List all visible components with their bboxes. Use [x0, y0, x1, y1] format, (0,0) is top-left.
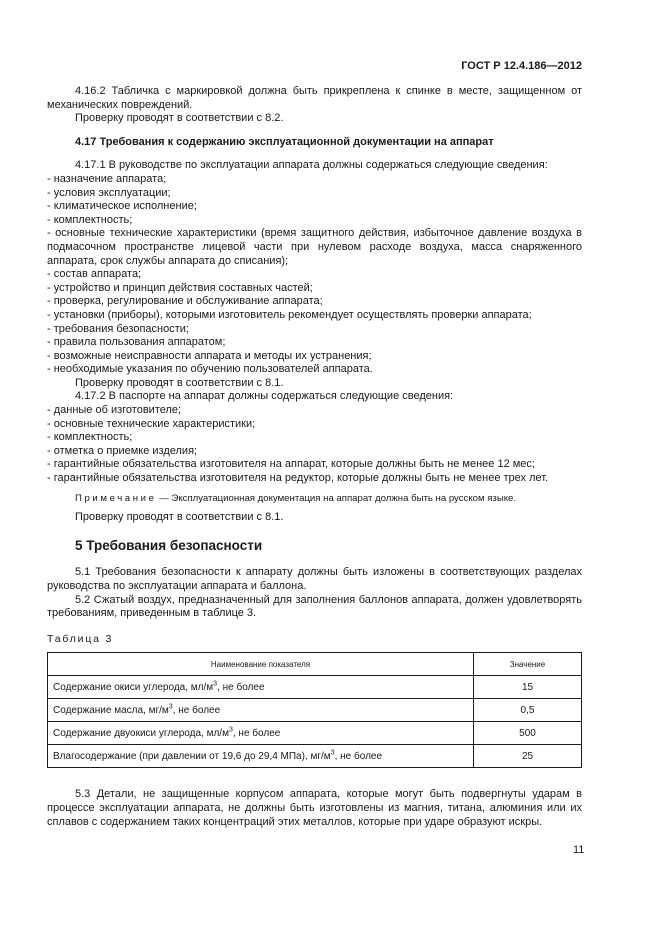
list-item: - требования безопасности;	[47, 322, 189, 335]
list-item: - условия эксплуатации;	[47, 186, 171, 199]
air-quality-table	[47, 652, 582, 768]
row-value: 500	[474, 722, 582, 745]
list-item: - основные технические характеристики;	[47, 417, 256, 430]
page-number: 11	[573, 844, 585, 856]
page-content	[47, 85, 582, 829]
list-item: - проверка, регулирование и обслуживание аппарата;	[47, 295, 323, 308]
row-name: Содержание двуокиси углерода, $мл/м^3$, не более	[48, 722, 474, 745]
list-item: - устройство и принцип действия составных частей;	[47, 281, 313, 294]
passport-contents-list	[47, 404, 582, 486]
list-item: - комплектность;	[47, 431, 133, 444]
table-row	[48, 745, 582, 768]
clause-4-17-2-intro: 4.17.2 В паспорте на аппарат должны содержаться следующие сведения:	[75, 390, 454, 403]
section-5-heading: 5 Требования безопасности	[75, 537, 263, 553]
list-item: - возможные неисправности аппарата и методы их устранения;	[47, 349, 372, 362]
list-item: - данные об изготовителе;	[47, 404, 182, 417]
manual-contents-list	[47, 173, 582, 377]
standard-code: ГОСТ Р 12.4.186—2012	[461, 60, 582, 72]
list-item: - установки (приборы), которыми изготовитель рекомендует осуществлять проверки аппарата;	[47, 308, 532, 321]
column-header-value: Значение	[474, 653, 582, 676]
row-value: 0,5	[474, 699, 582, 722]
clause-5-3: 5.3 Детали, не защищенные корпусом аппарата, которые могут быть подвергнуты ударам в процессе эксплуатации аппарата, не должны быть изготовлены из магния, титана, алюминия или их сплавов с содержанием таких концентраций этих металлов, которые при ударе образуют искры.	[47, 788, 582, 828]
list-item: - отметка о приемке изделия;	[47, 444, 198, 457]
clause-4-17-2-check: Проверку проводят в соответствии с 8.1.	[75, 511, 284, 524]
column-header-name: Наименование показателя	[48, 653, 474, 676]
list-item: - правила пользования аппаратом;	[47, 336, 226, 349]
row-value: 25	[474, 745, 582, 768]
table-row	[48, 722, 582, 745]
clause-4-16-2-check: Проверку проводят в соответствии с 8.2.	[75, 112, 284, 125]
clause-4-17-1-intro: 4.17.1 В руководстве по эксплуатации аппарата должны содержаться следующие сведения:	[75, 159, 548, 172]
section-4-17-heading: 4.17 Требования к содержанию эксплуатационной документации на аппарат	[75, 135, 494, 148]
table-row	[48, 676, 582, 699]
row-value: 15	[474, 676, 582, 699]
note-text: — Эксплуатационная документация на аппарат должна быть на русском языке.	[156, 492, 517, 504]
list-item: - комплектность;	[47, 213, 133, 226]
list-item: - гарантийные обязательства изготовителя на редуктор, которые должны быть не менее трех лет.	[47, 472, 549, 485]
clause-4-16-2: 4.16.2 Табличка с маркировкой должна быть прикреплена к спинке в месте, защищенном от механических повреждений.	[47, 85, 582, 111]
table-header-row	[48, 653, 582, 676]
row-name: Влагосодержание (при давлении от 19,6 до 29,4 МПа), $мг/м^3$, не более	[48, 745, 474, 768]
clause-5-1: 5.1 Требования безопасности к аппарату должны быть изложены в соответствующих разделах руководства по эксплуатации аппарата и баллона.	[47, 566, 582, 592]
note	[75, 492, 582, 506]
table-caption: Таблица 3	[47, 632, 114, 645]
list-item: - гарантийные обязательства изготовителя на аппарат, которые должны быть не менее 12 мес;	[47, 458, 535, 471]
table-row	[48, 699, 582, 722]
list-item: - необходимые указания по обучению пользователей аппарата.	[47, 363, 373, 376]
row-name: Содержание масла, $мг/м^3$, не более	[48, 699, 474, 722]
clause-5-2: 5.2 Сжатый воздух, предназначенный для заполнения баллонов аппарата, должен удовлетворять требованиям, приведенным в таблице 3.	[47, 593, 582, 620]
list-item: - назначение аппарата;	[47, 172, 167, 185]
note-label: Примечание	[75, 492, 157, 504]
list-item: - состав аппарата;	[47, 268, 142, 281]
list-item: - климатическое исполнение;	[47, 200, 197, 213]
clause-4-17-1-check: Проверку проводят в соответствии с 8.1.	[75, 376, 284, 389]
row-name: Содержание окиси углерода, $мл/м^3$, не более	[48, 676, 474, 699]
list-item: - основные технические характеристики (время защитного действия, избыточное давление воздуха в подмасочном пространстве лицевой части при нулевом расходе воздуха, масса снаряженного аппарата, срок службы аппарата до списания);	[47, 227, 582, 267]
